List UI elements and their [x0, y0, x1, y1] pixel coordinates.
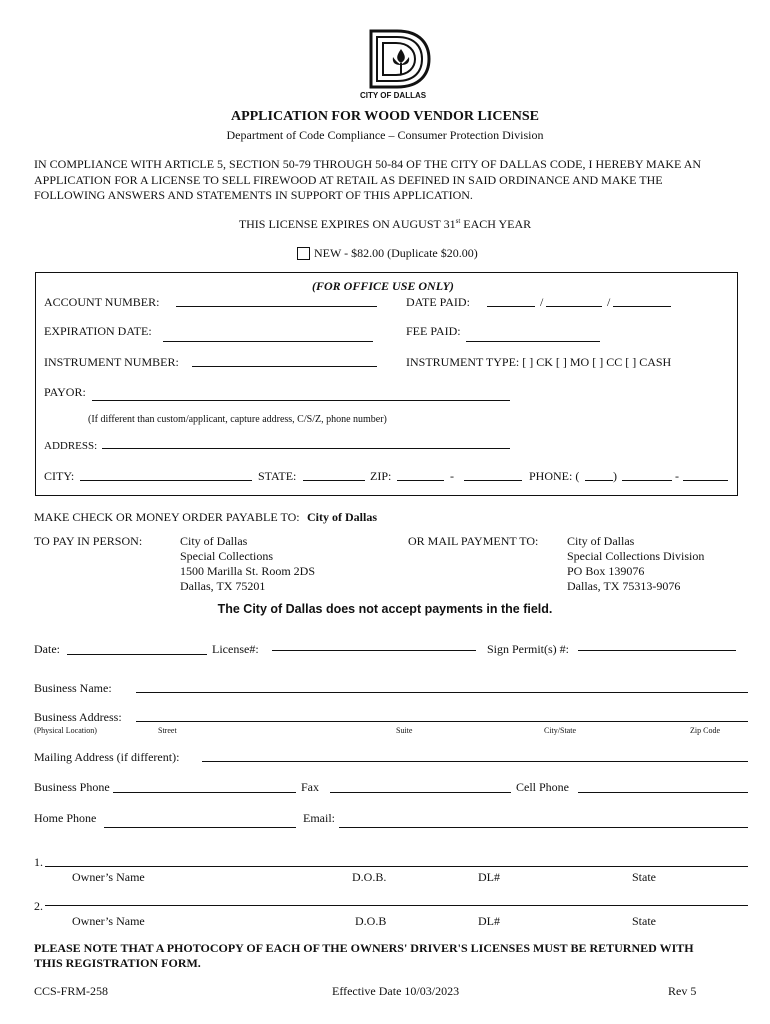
- license-copy-notice-line-1: PLEASE NOTE THAT A PHOTOCOPY OF EACH OF THE OWNERS' DRIVER'S LICENSES MUST BE RETURNED WITH: [34, 941, 694, 955]
- owner-2-state-label: State: [632, 914, 656, 928]
- office-use-heading: (FOR OFFICE USE ONLY): [312, 279, 454, 293]
- owner-2-dl-label: DL#: [478, 914, 500, 928]
- in-person-address-line: City of Dallas: [180, 534, 248, 548]
- owner-1-number: 1.: [34, 855, 43, 869]
- street-hint: Street: [158, 726, 177, 735]
- address-label: ADDRESS:: [44, 440, 98, 452]
- business-name-field[interactable]: [136, 692, 748, 693]
- zip-ext-field[interactable]: [464, 480, 522, 481]
- suite-hint: Suite: [396, 726, 413, 735]
- mail-address-line: City of Dallas: [567, 534, 635, 548]
- revision: Rev 5: [668, 984, 697, 998]
- payor-label: PAYOR:: [44, 385, 86, 399]
- logo-text: CITY OF DALLAS: [360, 91, 427, 100]
- mail-address-line: PO Box 139076: [567, 564, 645, 578]
- expiration-text: THIS LICENSE EXPIRES ON AUGUST 31: [238, 217, 456, 231]
- phone-paren: ): [613, 469, 617, 483]
- cell-phone-field[interactable]: [578, 792, 748, 793]
- date-field[interactable]: [67, 654, 207, 655]
- state-field[interactable]: [303, 480, 365, 481]
- sign-permit-field[interactable]: [578, 650, 736, 651]
- owner-1-dl-label: DL#: [478, 870, 500, 884]
- fax-field[interactable]: [330, 792, 511, 793]
- owner-2-number: 2.: [34, 899, 43, 913]
- intro-line-3: FOLLOWING ANSWERS AND STATEMENTS IN SUPPORT OF THIS APPLICATION.: [34, 188, 473, 202]
- business-phone-label: Business Phone: [34, 780, 110, 794]
- city-state-hint: City/State: [544, 726, 576, 735]
- business-phone-field[interactable]: [113, 792, 296, 793]
- owner-1-state-label: State: [632, 870, 656, 884]
- owner-2-dob-label: D.O.B: [355, 914, 387, 928]
- dallas-d-logo-icon: [369, 29, 431, 89]
- cell-phone-label: Cell Phone: [516, 780, 569, 794]
- phone-dash: -: [675, 469, 679, 483]
- owner-2-name-label: Owner’s Name: [72, 914, 145, 928]
- owner-2-field[interactable]: [45, 905, 748, 906]
- fax-label: Fax: [301, 780, 319, 794]
- mail-address-line: Dallas, TX 75313-9076: [567, 579, 681, 593]
- phone-line-field[interactable]: [683, 480, 728, 481]
- city-field[interactable]: [80, 480, 252, 481]
- account-number-field[interactable]: [176, 306, 377, 307]
- date-paid-month-field[interactable]: [487, 306, 535, 307]
- payable-to: City of Dallas: [307, 510, 377, 524]
- license-field[interactable]: [272, 650, 476, 651]
- mail-label: OR MAIL PAYMENT TO:: [408, 534, 539, 548]
- page-subtitle: Department of Code Compliance – Consumer Protection Division: [226, 128, 544, 142]
- email-label: Email:: [303, 811, 335, 825]
- city-label: CITY:: [44, 469, 75, 483]
- in-person-label: TO PAY IN PERSON:: [34, 534, 143, 548]
- payable-label: MAKE CHECK OR MONEY ORDER PAYABLE TO:: [34, 510, 300, 524]
- intro-line-1: IN COMPLIANCE WITH ARTICLE 5, SECTION 50-79 THROUGH 50-84 OF THE CITY OF DALLAS CODE, I HEREBY MAKE AN: [34, 157, 702, 171]
- intro-line-2: APPLICATION FOR A LICENSE TO SELL FIREWOOD AT RETAIL AS DEFINED IN SAID ORDINANCE AND MAKE THE: [34, 173, 663, 187]
- date-paid-year-field[interactable]: [613, 306, 671, 307]
- owner-1-dob-label: D.O.B.: [352, 870, 387, 884]
- expiration-sup: st: [455, 217, 461, 225]
- mail-address-line: Special Collections Division: [567, 549, 705, 563]
- instrument-number-field[interactable]: [192, 366, 377, 367]
- payor-note: (If different than custom/applicant, capture address, C/S/Z, phone number): [88, 414, 387, 425]
- expiration-date-field[interactable]: [163, 341, 373, 342]
- business-address-field[interactable]: [136, 721, 748, 722]
- date-separator: /: [540, 295, 544, 309]
- zip-label: ZIP:: [370, 469, 392, 483]
- date-separator: /: [607, 295, 611, 309]
- phone-label: PHONE: (: [529, 469, 580, 483]
- expiration-text-end: EACH YEAR: [460, 217, 532, 231]
- fee-paid-field[interactable]: [466, 341, 600, 342]
- in-person-address-line: 1500 Marilla St. Room 2DS: [180, 564, 316, 578]
- payor-field[interactable]: [92, 400, 510, 401]
- business-name-label: Business Name:: [34, 681, 112, 695]
- mailing-address-label: Mailing Address (if different):: [34, 750, 180, 764]
- email-field[interactable]: [339, 827, 748, 828]
- date-paid-label: DATE PAID:: [406, 295, 470, 309]
- home-phone-label: Home Phone: [34, 811, 97, 825]
- in-person-address-line: Dallas, TX 75201: [180, 579, 266, 593]
- expiration-date-label: EXPIRATION DATE:: [44, 324, 152, 338]
- physical-location-hint: (Physical Location): [34, 726, 97, 735]
- zip-dash: -: [450, 469, 454, 483]
- sign-permit-label: Sign Permit(s) #:: [487, 642, 570, 656]
- in-person-address-line: Special Collections: [180, 549, 273, 563]
- address-field[interactable]: [102, 448, 510, 449]
- date-paid-day-field[interactable]: [546, 306, 602, 307]
- new-license-fee: NEW - $82.00 (Duplicate $20.00): [314, 246, 478, 260]
- home-phone-field[interactable]: [104, 827, 296, 828]
- instrument-type-options[interactable]: INSTRUMENT TYPE: [ ] CK [ ] MO [ ] CC [ ] CASH: [406, 355, 672, 369]
- effective-date: Effective Date 10/03/2023: [332, 984, 460, 998]
- zip-field[interactable]: [397, 480, 444, 481]
- new-license-checkbox[interactable]: [297, 247, 310, 260]
- zip-code-hint: Zip Code: [690, 726, 720, 735]
- business-address-label: Business Address:: [34, 710, 122, 724]
- form-id: CCS-FRM-258: [34, 984, 109, 998]
- license-label: License#:: [212, 642, 259, 656]
- expiration-notice: [0, 217, 770, 232]
- date-label: Date:: [34, 642, 60, 656]
- instrument-number-label: INSTRUMENT NUMBER:: [44, 355, 179, 369]
- field-payment-notice: The City of Dallas does not accept payments in the field.: [217, 602, 553, 616]
- phone-prefix-field[interactable]: [622, 480, 672, 481]
- mailing-address-field[interactable]: [202, 761, 748, 762]
- page-title: APPLICATION FOR WOOD VENDOR LICENSE: [230, 109, 540, 124]
- owner-1-name-label: Owner’s Name: [72, 870, 145, 884]
- state-label: STATE:: [258, 469, 297, 483]
- fee-paid-label: FEE PAID:: [406, 324, 461, 338]
- phone-area-field[interactable]: [585, 480, 613, 481]
- license-copy-notice-line-2: THIS REGISTRATION FORM.: [34, 956, 201, 970]
- account-number-label: ACCOUNT NUMBER:: [44, 295, 160, 309]
- owner-1-field[interactable]: [45, 866, 748, 867]
